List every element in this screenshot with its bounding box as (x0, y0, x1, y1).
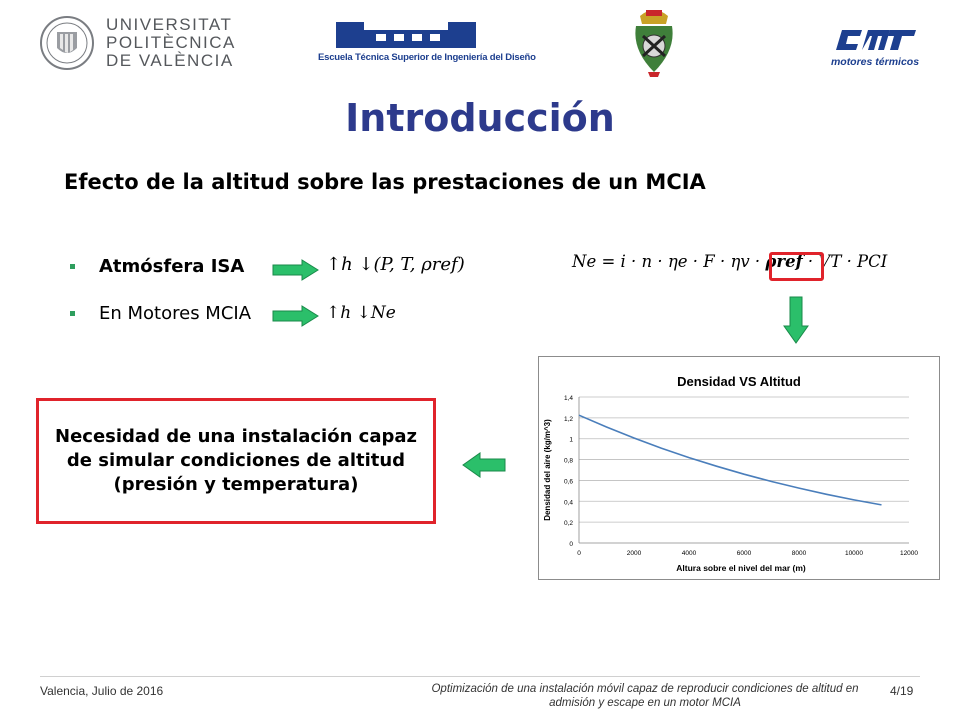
engineering-crest-icon (628, 6, 680, 78)
equation-left: Ne = i · n · ηe · F · ηv · (572, 252, 766, 271)
y-tick-label: 0,2 (563, 520, 573, 528)
upv-line-1: UNIVERSITAT (106, 15, 233, 34)
etsid-logo (318, 16, 536, 70)
slide-subtitle: Efecto de la altitud sobre las prestaciones de un MCIA (64, 170, 706, 194)
mcia-effect-math: ↑h ↓Ne (326, 303, 396, 323)
x-tick-label: 12000 (899, 550, 919, 557)
bullet-marker-icon (70, 264, 75, 269)
cmt-logo (828, 26, 922, 70)
etsid-emblem-icon (336, 16, 476, 48)
y-tick-label: 0,8 (563, 457, 573, 465)
bullet-isa (70, 256, 244, 277)
upv-line-2: POLITÈCNICA (106, 33, 236, 52)
arrow-right-icon (272, 259, 320, 281)
y-tick-label: 0 (569, 541, 573, 548)
arrow-right-icon (272, 305, 320, 327)
equation-highlight: ρref (765, 252, 803, 271)
equation-right: · VT · PCI (802, 252, 888, 271)
x-tick-label: 4000 (681, 550, 697, 557)
x-tick-label: 8000 (791, 550, 807, 557)
conclusion-text: Necesidad de una instalación capaz de simular condiciones de altitud (presión y temperatura) (55, 426, 417, 495)
bullet-mcia (70, 303, 251, 324)
bullet-isa-label: Atmósfera ISA (99, 256, 245, 277)
x-tick-label: 6000 (736, 550, 752, 557)
bullet-mcia-label: En Motores MCIA (99, 303, 252, 324)
upv-seal-icon (40, 14, 94, 72)
upv-logo (40, 12, 250, 74)
x-tick-label: 0 (577, 550, 581, 557)
footer-divider (40, 676, 920, 677)
density-highlight-box (769, 252, 824, 281)
upv-name (106, 16, 236, 70)
upv-line-3: DE VALÈNCIA (106, 51, 234, 70)
cmt-subtitle: motores térmicos (830, 56, 920, 68)
density-series-line (579, 415, 882, 505)
chart-y-label: Densidad del aire (kg/m^3) (543, 419, 552, 521)
chart-x-label: Altura sobre el nivel del mar (m) (676, 563, 806, 573)
footer-date: Valencia, Julio de 2016 (40, 684, 164, 698)
page-number: 4/19 (890, 684, 914, 698)
conclusion-box (36, 398, 436, 524)
chart-grid (579, 397, 909, 543)
power-equation (572, 252, 887, 271)
footer-thesis-title: Optimización de una instalación móvil capaz de reproducir condiciones de altitud en admisión y escape en un motor MCIA (431, 683, 859, 709)
cmt-wordmark-icon (832, 26, 918, 54)
chart-y-ticks (564, 395, 573, 548)
y-tick-label: 1,4 (563, 395, 573, 402)
x-tick-label: 10000 (844, 550, 864, 557)
y-tick-label: 1,2 (563, 415, 573, 423)
slide-title: Introducción (345, 96, 615, 140)
bullet-marker-icon (70, 311, 75, 316)
y-tick-label: 0,6 (563, 478, 573, 486)
school-name: Escuela Técnica Superior de Ingeniería del Diseño (318, 52, 536, 63)
density-chart-svg (539, 357, 939, 579)
density-chart (538, 356, 940, 580)
chart-points (579, 415, 882, 505)
arrow-down-icon (783, 296, 809, 344)
chart-title: Densidad VS Altitud (677, 374, 801, 389)
chart-x-ticks (577, 550, 918, 557)
x-tick-label: 2000 (626, 550, 642, 557)
y-tick-label: 1 (569, 436, 573, 444)
arrow-left-icon (462, 452, 506, 478)
isa-effect-math: ↑h ↓(P, T, ρref) (326, 254, 465, 275)
y-tick-label: 0,4 (563, 499, 573, 507)
